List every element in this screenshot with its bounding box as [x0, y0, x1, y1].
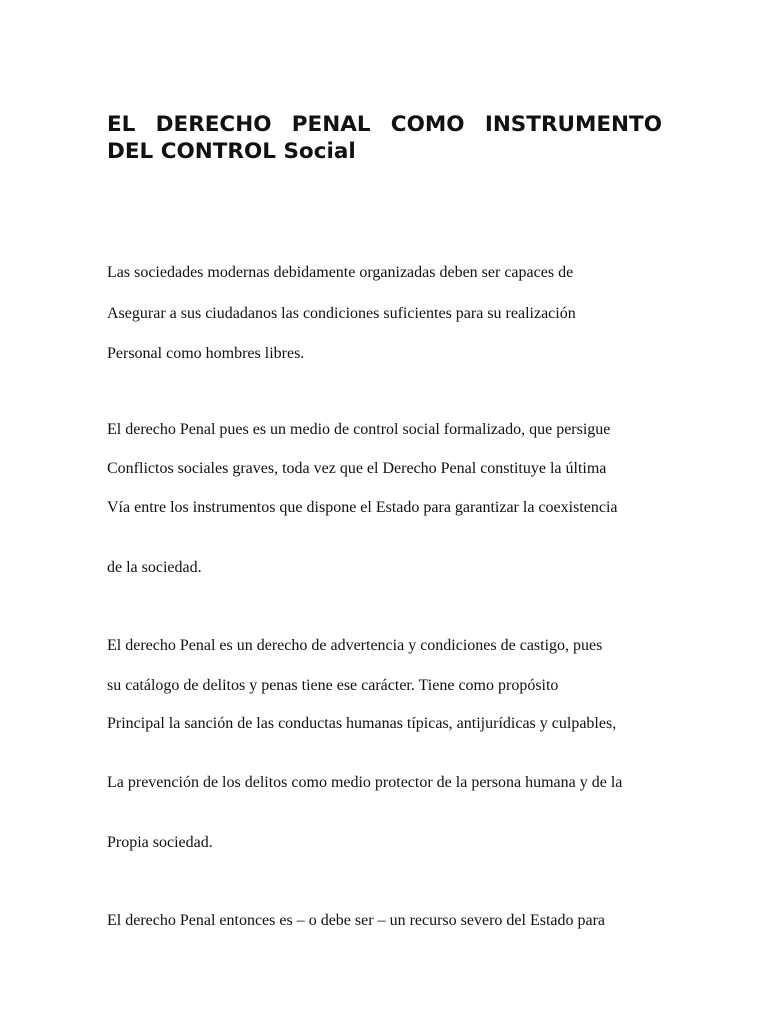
title-line-1: EL DERECHO PENAL COMO INSTRUMENTO: [107, 112, 662, 137]
text-line-5: Conflictos sociales graves, toda vez que el Derecho Penal constituye la última: [107, 460, 607, 477]
document-title: [107, 111, 662, 165]
text-line-2: Asegurar a sus ciudadanos las condiciones suficientes para su realización: [107, 305, 576, 322]
text-line-4: El derecho Penal pues es un medio de control social formalizado, que persigue: [107, 421, 611, 438]
text-line-8: El derecho Penal es un derecho de advertencia y condiciones de castigo, pues: [107, 637, 603, 654]
text-line-12: Propia sociedad.: [107, 834, 213, 851]
title-line-2: DEL CONTROL Social: [107, 139, 356, 164]
text-line-13: El derecho Penal entonces es – o debe ser – un recurso severo del Estado para: [107, 912, 606, 929]
text-line-1: Las sociedades modernas debidamente organizadas deben ser capaces de: [107, 264, 574, 281]
text-line-9: su catálogo de delitos y penas tiene ese carácter. Tiene como propósito: [107, 677, 559, 694]
text-line-7: de la sociedad.: [107, 559, 202, 576]
text-line-3: Personal como hombres libres.: [107, 345, 305, 362]
text-line-6: Vía entre los instrumentos que dispone el Estado para garantizar la coexistencia: [107, 499, 618, 516]
text-line-11: La prevención de los delitos como medio protector de la persona humana y de la: [107, 774, 623, 791]
text-line-10: Principal la sanción de las conductas humanas típicas, antijurídicas y culpables,: [107, 715, 617, 732]
